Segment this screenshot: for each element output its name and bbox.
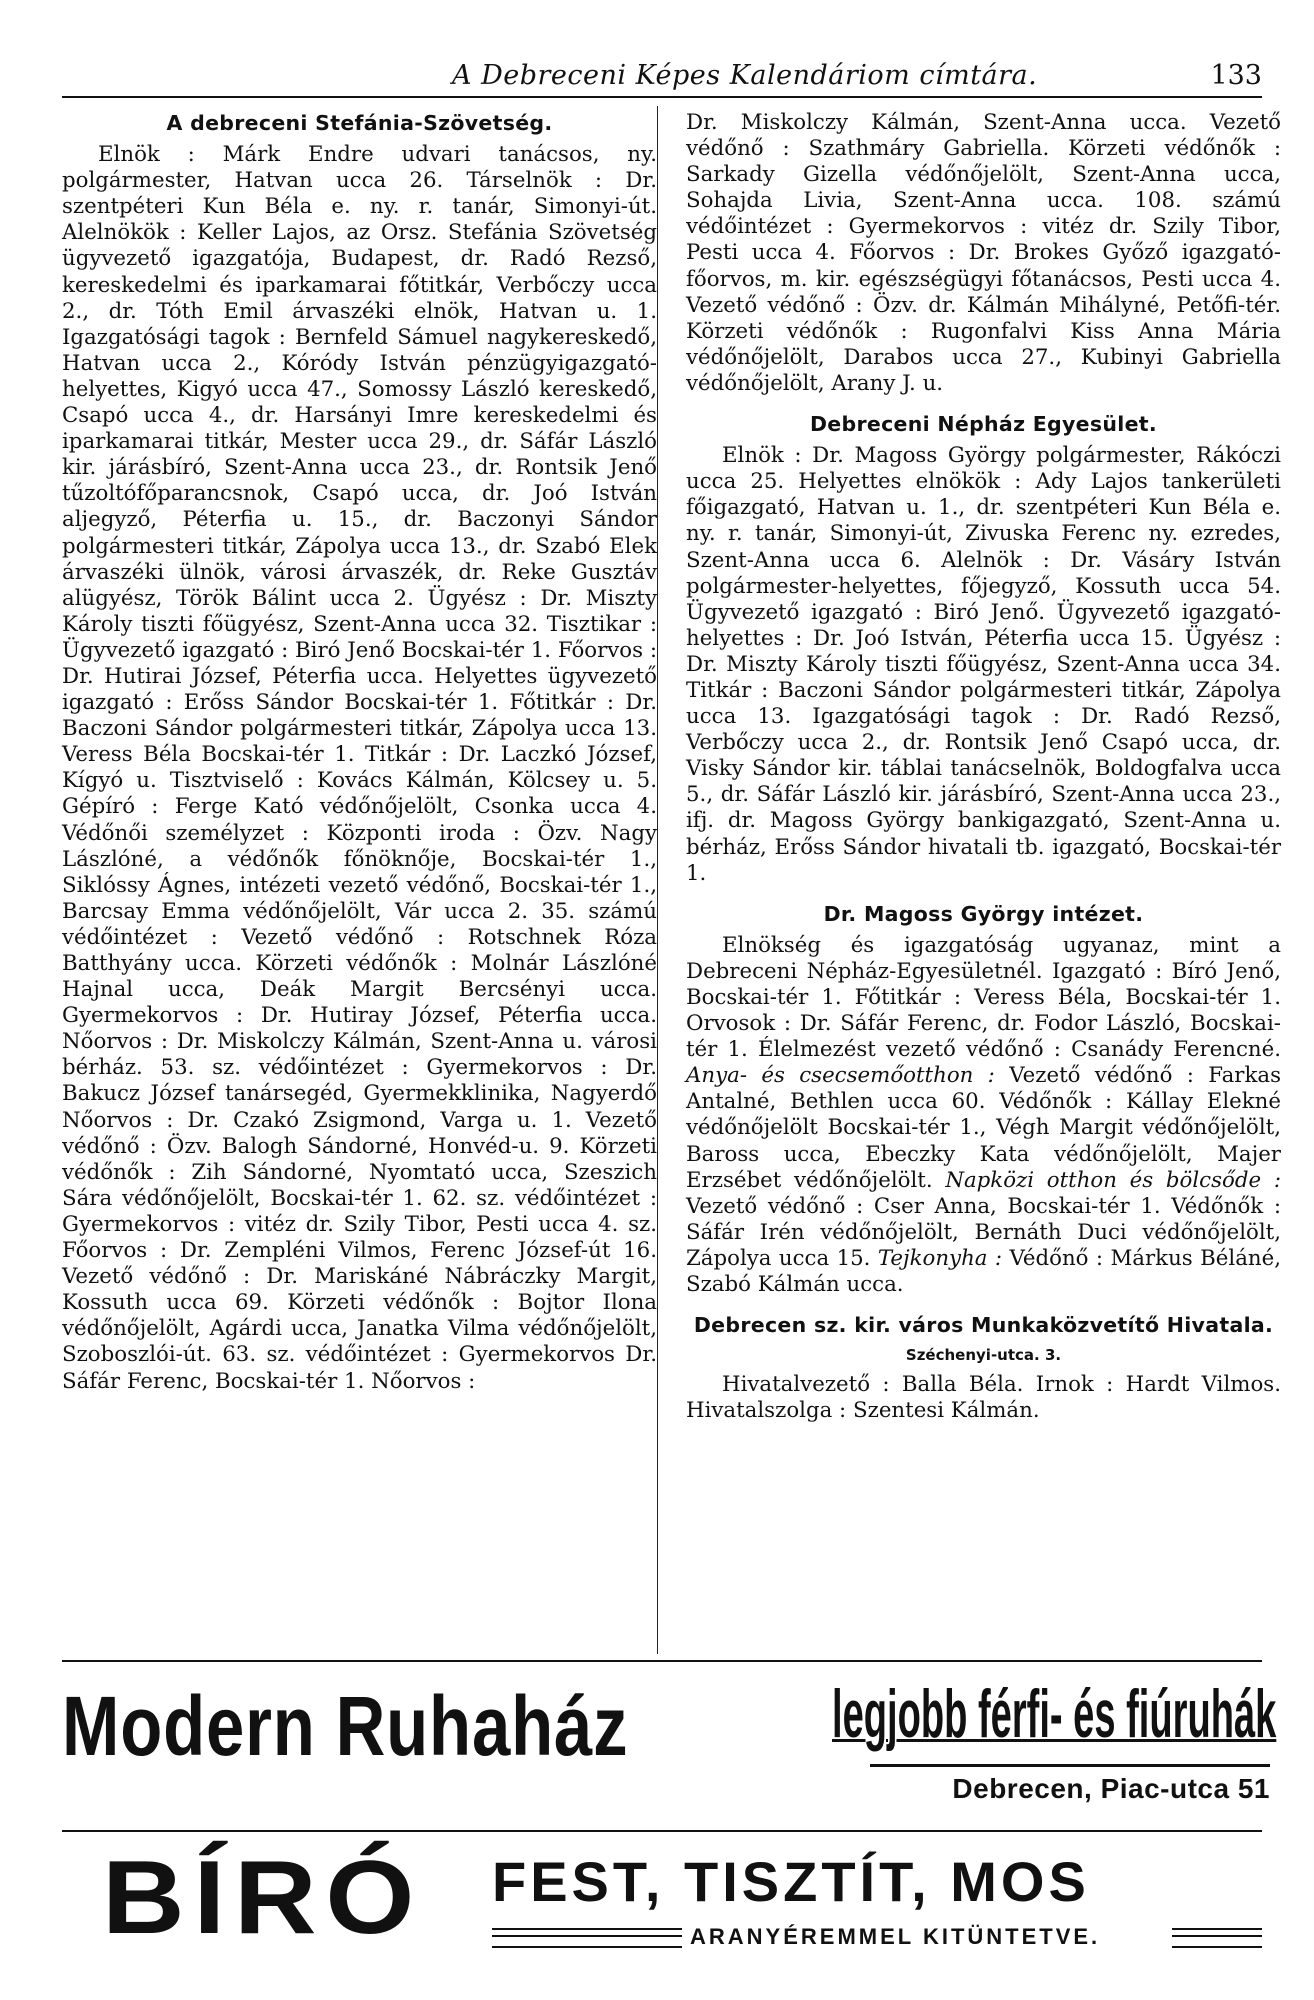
decorative-lines-right [1172,1928,1262,1948]
page-number: 133 [1210,60,1262,91]
ad-ruhahaz-slogan: legjobb férfi- és fiúruhák [832,1676,1277,1752]
section-title-stefania: A debreceni Stefánia-Szövetség. [166,111,553,135]
ad-biro-medal-row [492,1922,1262,1952]
advertisement-biro [62,1838,1262,1978]
nephaz-paragraph: Elnök : Dr. Magoss György polgármester, Rákóczi ucca 25. Helyettes elnökök : Ady Lajos tankerületi főigazgató, Hatvan u. 1., dr. szentpéteri Kun Béla e. ny. r. tanár, Simonyi-út, Zivuska Ferenc ny. ezredes, Szent-Anna ucca 6. Alelnök : Dr. Vásáry István polgármester-helyettes, főjegyző, Kossuth ucca 54. Ügyvezető igazgató : Biró Jenő. Ügyvezető igazgató-helyettes : Dr. Joó István, Péterfia ucca 15. Ügyész : Dr. Miszty Károly tiszti főügyész, Szent-Anna ucca 34. Titkár : Baczoni Sándor polgármesteri titkár, Zápolya ucca 13. Igazgatósági tagok : Dr. Radó Rezső, Verbőczy ucca 2., dr. Rontsik Jenő Csapó ucca, dr. Visky Sándor kir. táblai tanácselnök, Boldogfalva ucca 5., dr. Sáfár László kir. járásbíró, Szent-Anna ucca 23., ifj. dr. Magoss György bankigazgató, Szent-Anna u. bérház, Erőss Sándor hivatali tb. igazgató, Bocskai-tér 1. [686,443,1281,886]
ad-biro-brand: BÍRÓ [102,1840,424,1956]
ad-ruhahaz-address: Debrecen, Piac-utca 51 [870,1764,1270,1805]
stefania-paragraph: Elnök : Márk Endre udvari tanácsos, ny. polgármester, Hatvan ucca 26. Társelnök : Dr. szentpéteri Kun Béla e. ny. r. tanár, Simonyi-út. Alelnökök : Keller Lajos, az Orsz. Stefánia Szövetség ügyvezető igazgatója, Budapest, dr. Radó Rezső, kereskedelmi és iparkamarai főtitkár, Verbőczy ucca 2., dr. Tóth Emil árvaszéki elnök, Hatvan u. 1. Igazgatósági tagok : Bernfeld Sámuel nagykereskedő, Hatvan ucca 2., Kóródy István pénzügyigazgató-helyettes, Kigyó ucca 47., Somossy László kereskedő, Csapó ucca 4., dr. Harsányi Imre kereskedelmi és iparkamarai titkár, Mester ucca 29., dr. Sáfár László kir. járásbíró, Szent-Anna ucca 23., dr. Rontsik Jenő tűzoltófőparancsnok, Csapó ucca, dr. Joó István aljegyző, Péterfia u. 15., dr. Baczonyi Sándor polgármesteri titkár, Zápolya ucca 13., dr. Szabó Elek árvaszéki ülnök, városi árvaszék, dr. Reke Gusztáv alügyész, Török Bálint ucca 2. Ügyész : Dr. Miszty Károly tiszti főügyész, Szent-Anna ucca 32. Tisztikar : Ügyvezető igazgató : Biró Jenő Bocskai-tér 1. Főorvos : Dr. Hutirai József, Péterfia ucca. Helyettes ügyvezető igazgató : Erőss Sándor Bocskai-tér 1. Főtitkár : Dr. Baczoni Sándor polgármesteri titkár, Zápolya ucca 13. Veress Béla Bocskai-tér 1. Titkár : Dr. Laczkó József, Kígyó u. Tisztviselő : Kovács Kálmán, Kölcsey u. 5. Gépíró : Ferge Kató védőnőjelölt, Csonka ucca 4. Védőnői személyzet : Központi iroda : Özv. Nagy Lászlóné, a védőnők főnöknője, Bocskai-tér 1., Siklóssy Ágnes, intézeti vezető védőnő, Bocskai-tér 1., Barcsay Emma védőnőjelölt, Vár ucca 2. 35. számú védőintézet : Vezető védőnő : Rotschnek Róza Batthyány ucca. Körzeti védőnők : Molnár Lászlóné Hajnal ucca, Deák Margit Bercsényi ucca. Gyermekorvos : Dr. Hutiray József, Péterfia ucca. Nőorvos : Dr. Miskolczy Kálmán, Szent-Anna u. városi bérház. 53. sz. védőintézet : Gyermekorvos : Dr. Bakucz József tanársegéd, Gyermekklinika, Nagyerdő Nőorvos : Dr. Czakó Zsigmond, Varga u. 1. Vezető védőnő : Özv. Balogh Sándorné, Honvéd-u. 9. Körzeti védőnők : Zih Sándorné, Nyomtató ucca, Szeszich Sára védőnőjelölt, Bocskai-tér 1. 62. sz. védőintézet : Gyermekorvos : vitéz dr. Szily Tibor, Pesti ucca 4. sz. Főorvos : Dr. Zempléni Vilmos, Ferenc József-út 16. Vezető védőnő : Dr. Mariskáné Nábráczky Margit, Kossuth ucca 69. Körzeti védőnők : Bojtor Ilona védőnőjelölt, Agárdi ucca, Janatka Vilma védőnőjelölt, Szoboszlói-út. 63. sz. védőintézet : Gyermekorvos Dr. Sáfár Ferenc, Bocskai-tér 1. Nőorvos : [62,142,657,1394]
left-column [62,110,657,1395]
right-column [686,110,1281,1425]
page-header [62,40,1262,96]
ads-top-rule [62,1660,1262,1662]
section-title-nephaz: Debreceni Népház Egyesület. [809,412,1157,437]
section-title-magoss: Dr. Magoss György intézet. [823,901,1144,926]
magoss-paragraph [686,933,1281,1298]
running-title: A Debreceni Képes Kalendáriom címtára. [452,60,1038,91]
magoss-italic-napkozi: Napközi otthon és bölcsőde : [945,1167,1281,1193]
advertisement-modern-ruhahaz [62,1668,1277,1818]
magoss-text-b: Vezető védőnő : Farkas Antalné, Bethlen ucca 60. Védőnők : Kállay Elekné védőnőjelölt Bocskai-tér 1., Végh Margit védőnőjelölt, Baross ucca, Ebeczky Kata védőnőjelölt, Majer Erzsébet védőnőjelölt. [686,1063,1281,1193]
section-title-munkakozvetito: Debrecen sz. kir. város Munkaközvetítő Hivatala. [693,1313,1274,1338]
munkakozvetito-address: Széchenyi-utca. 3. [905,1346,1062,1365]
decorative-lines-left [492,1928,682,1948]
stefania-continuation: Dr. Miskolczy Kálmán, Szent-Anna ucca. Vezető védőnő : Szathmáry Gabriella. Körzeti védőnők : Sarkady Gizella védőnőjelölt, Szent-Anna ucca, Sohajda Livia, Szent-Anna ucca. 108. számú védőintézet : Gyermekorvos : vitéz dr. Szily Tibor, Pesti ucca 4. Főorvos : Dr. Brokes Győző igazgató-főorvos, m. kir. egészségügyi főtanácsos, Pesti ucca 4. Vezető védőnő : Özv. dr. Kálmán Mihályné, Petőfi-tér. Körzeti védőnők : Rugonfalvi Kiss Anna Mária védőnőjelölt, Darabos ucca 27., Kubinyi Gabriella védőnőjelölt, Arany J. u. [686,110,1281,396]
magoss-text-d: Védőnő : Márkus Béláné, Szabó Kálmán ucca. [686,1245,1281,1298]
ad-biro-services: FEST, TISZTÍT, MOS [492,1850,1090,1913]
magoss-italic-anya: Anya- és csecsemőotthon : [686,1063,995,1089]
magoss-italic-tejkonyha: Tejkonyha : [877,1245,1003,1271]
header-rule [62,96,1262,98]
ad-biro-medal: ARANYÉREMMEL KITÜNTETVE. [690,1924,1101,1949]
magoss-text-c: Vezető védőnő : Cser Anna, Bocskai-tér 1. Védőnők : Sáfár Irén védőnőjelölt, Bernáth Duci védőnőjelölt, Zápolya ucca 15. [686,1193,1281,1271]
ad-ruhahaz-name: Modern Ruhaház [62,1679,629,1773]
column-divider [657,106,658,1654]
magoss-text-a: Elnökség és igazgatóság ugyanaz, mint a Debreceni Népház-Egyesületnél. Igazgató : Bíró Jenő, Bocskai-tér 1. Főtitkár : Veress Béla, Bocskai-tér 1. Orvosok : Dr. Sáfár Ferenc, dr. Fodor László, Bocskai-tér 1. Élelmezést vezető védőnő : Csanády Ferencné. [686,932,1281,1063]
munkakozvetito-paragraph: Hivatalvezető : Balla Béla. Irnok : Hardt Vilmos. Hivatalszolga : Szentesi Kálmán. [686,1372,1281,1424]
ads-middle-rule [62,1830,1262,1832]
